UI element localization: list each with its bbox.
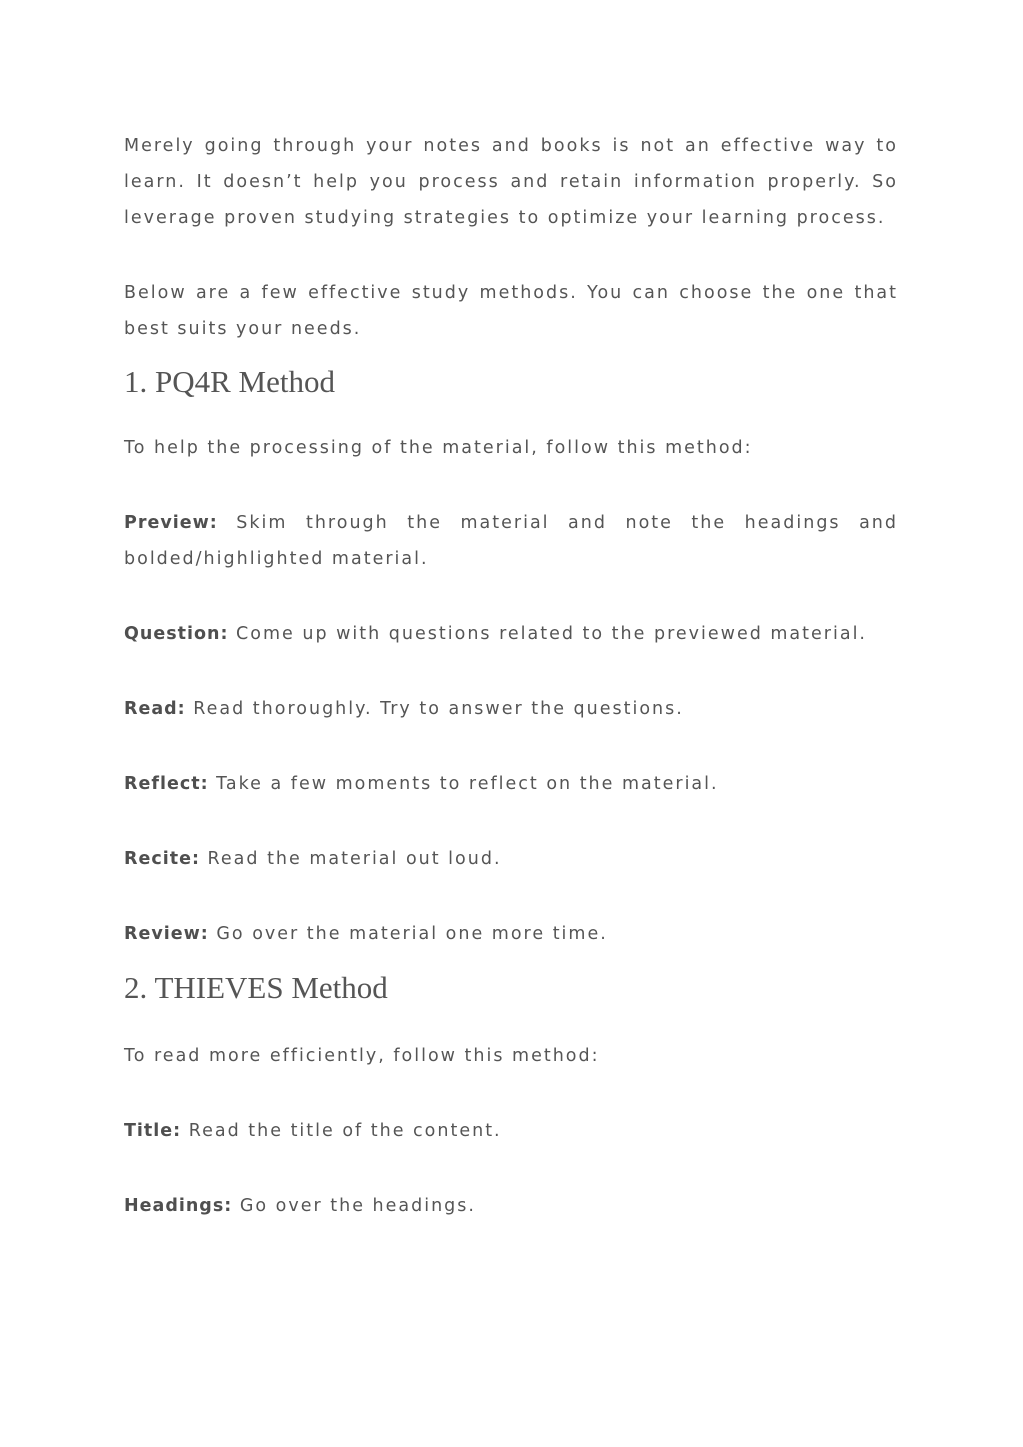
term-label: Title:: [124, 1121, 182, 1141]
term-label: Question:: [124, 624, 229, 644]
term-label: Review:: [124, 924, 209, 944]
intro-paragraph-1: Merely going through your notes and books is not an effective way to learn. It doesn’t help you process and retain information properly. So leverage proven studying strategies to optimize your learning process.: [124, 136, 898, 228]
term-description: Read the material out loud.: [207, 849, 502, 869]
section-heading-pq4r: 1. PQ4R Method: [124, 364, 335, 399]
list-item-reflect: [124, 766, 898, 802]
term-description: Come up with questions related to the previewed material.: [236, 624, 867, 644]
list-item-preview: [124, 505, 898, 577]
term-description: Read the title of the content.: [188, 1121, 502, 1141]
list-item-question: [124, 616, 898, 652]
section-intro-thieves: To read more efficiently, follow this method:: [124, 1046, 600, 1066]
term-label: Read:: [124, 699, 186, 719]
section-heading-thieves: 2. THIEVES Method: [124, 970, 388, 1005]
section-heading-block-2: [124, 970, 898, 1006]
term-description: Take a few moments to reflect on the material.: [216, 774, 719, 794]
list-item-review: [124, 916, 898, 952]
term-description: Go over the headings.: [239, 1196, 476, 1216]
term-description: Skim through the material and note the headings and bolded/highlighted material.: [124, 513, 898, 569]
list-item-headings: [124, 1188, 898, 1224]
term-label: Recite:: [124, 849, 200, 869]
section-heading-block-1: [124, 364, 898, 400]
term-label: Reflect:: [124, 774, 209, 794]
section-intro-pq4r: To help the processing of the material, follow this method:: [124, 438, 753, 458]
term-description: Read thoroughly. Try to answer the questions.: [193, 699, 684, 719]
list-item-recite: [124, 841, 898, 877]
term-label: Headings:: [124, 1196, 233, 1216]
term-description: Go over the material one more time.: [216, 924, 608, 944]
list-item-title: [124, 1113, 898, 1149]
intro-paragraph-2: Below are a few effective study methods. You can choose the one that best suits your needs.: [124, 283, 898, 339]
term-label: Preview:: [124, 513, 218, 533]
list-item-read: [124, 691, 898, 727]
document-page: [124, 128, 898, 1224]
